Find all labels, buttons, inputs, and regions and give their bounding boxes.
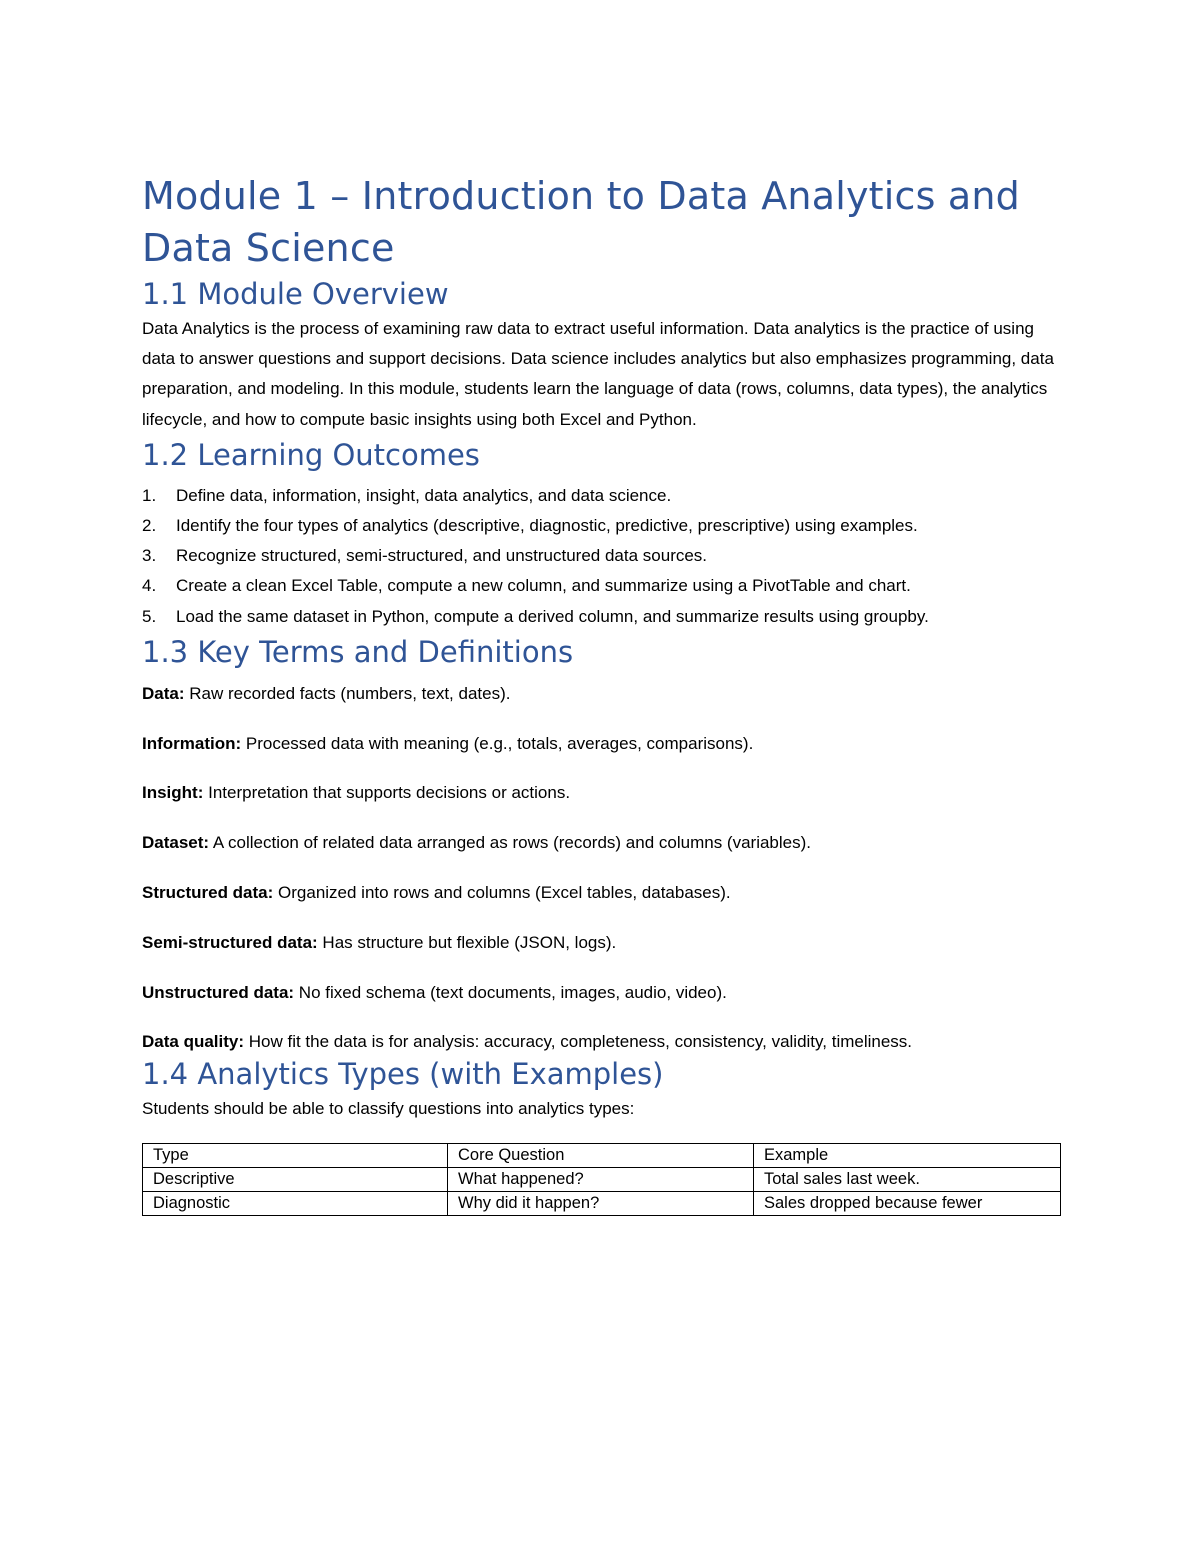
term-text: No fixed schema (text documents, images, audio, video). bbox=[294, 982, 727, 1002]
list-item-number: 4. bbox=[142, 576, 157, 596]
document-title bbox=[142, 170, 1060, 274]
list-item bbox=[142, 481, 1060, 511]
term-definition bbox=[142, 1030, 1060, 1054]
table-cell: Why did it happen? bbox=[448, 1191, 754, 1215]
list-item-text: Recognize structured, semi-structured, and unstructured data sources. bbox=[176, 546, 708, 566]
table-cell: What happened? bbox=[448, 1167, 754, 1191]
outcomes-list bbox=[142, 481, 1060, 632]
document-title-line1: Module 1 – Introduction to Data Analytics and bbox=[142, 174, 1020, 218]
term-definition bbox=[142, 881, 1060, 905]
list-item bbox=[142, 602, 1060, 632]
table-header-row bbox=[143, 1143, 1061, 1167]
table-row bbox=[143, 1191, 1061, 1215]
term-label: Dataset: bbox=[142, 833, 210, 853]
term-label: Semi-structured data: bbox=[142, 932, 318, 952]
section-heading-outcomes: 1.2 Learning Outcomes bbox=[142, 437, 480, 472]
list-item-number: 5. bbox=[142, 606, 157, 626]
list-item bbox=[142, 571, 1060, 601]
section-heading-analytics-types: 1.4 Analytics Types (with Examples) bbox=[142, 1057, 664, 1092]
list-item bbox=[142, 511, 1060, 541]
term-text: How fit the data is for analysis: accuracy, completeness, consistency, validity, timeliness. bbox=[244, 1032, 913, 1052]
term-text: Organized into rows and columns (Excel tables, databases). bbox=[273, 883, 731, 903]
overview-paragraph: Data Analytics is the process of examining raw data to extract useful information. Data analytics is the practice of using data to answer questions and support decisions. Data science includes analytics but also emphasizes programming, data preparation, and modeling. In this module, students learn the language of data (rows, columns, data types), the analytics lifecycle, and how to compute basic insights using both Excel and Python. bbox=[142, 319, 1054, 429]
document-title-line2: Data Science bbox=[142, 226, 395, 270]
table-cell: Total sales last week. bbox=[754, 1167, 1061, 1191]
section-heading-overview: 1.1 Module Overview bbox=[142, 277, 449, 311]
term-definition bbox=[142, 931, 1060, 955]
term-definition bbox=[142, 981, 1060, 1005]
term-text: Processed data with meaning (e.g., totals, averages, comparisons). bbox=[241, 733, 754, 753]
analytics-types-intro: Students should be able to classify questions into analytics types: bbox=[142, 1099, 635, 1119]
table-cell: Diagnostic bbox=[143, 1191, 448, 1215]
document-page bbox=[142, 170, 1060, 1216]
list-item-text: Identify the four types of analytics (descriptive, diagnostic, predictive, prescriptive) using examples. bbox=[176, 516, 918, 536]
term-definition bbox=[142, 781, 1060, 805]
list-item-number: 2. bbox=[142, 516, 157, 536]
term-label: Structured data: bbox=[142, 883, 274, 903]
table-header-cell: Type bbox=[143, 1143, 448, 1167]
analytics-types-table bbox=[142, 1143, 1061, 1216]
list-item-text: Load the same dataset in Python, compute a derived column, and summarize results using groupby. bbox=[176, 606, 929, 626]
table-header-cell: Example bbox=[754, 1143, 1061, 1167]
table-row bbox=[143, 1167, 1061, 1191]
table-cell: Sales dropped because fewer bbox=[754, 1191, 1061, 1215]
list-item-text: Create a clean Excel Table, compute a new column, and summarize using a PivotTable and chart. bbox=[176, 576, 911, 596]
term-label: Data quality: bbox=[142, 1032, 245, 1052]
term-definition bbox=[142, 682, 1060, 706]
term-label: Unstructured data: bbox=[142, 982, 295, 1002]
list-item-text: Define data, information, insight, data analytics, and data science. bbox=[176, 485, 672, 505]
term-text: Has structure but flexible (JSON, logs). bbox=[317, 932, 617, 952]
term-text: A collection of related data arranged as rows (records) and columns (variables). bbox=[209, 833, 811, 853]
term-definition bbox=[142, 831, 1060, 855]
term-text: Interpretation that supports decisions or actions. bbox=[203, 783, 571, 803]
term-label: Data: bbox=[142, 683, 185, 703]
table-header-cell: Core Question bbox=[448, 1143, 754, 1167]
list-item-number: 3. bbox=[142, 546, 157, 566]
table-cell: Descriptive bbox=[143, 1167, 448, 1191]
term-label: Insight: bbox=[142, 783, 204, 803]
term-label: Information: bbox=[142, 733, 242, 753]
section-heading-terms: 1.3 Key Terms and Definitions bbox=[142, 634, 574, 669]
list-item-number: 1. bbox=[142, 485, 157, 505]
term-definition bbox=[142, 732, 1060, 756]
term-text: Raw recorded facts (numbers, text, dates). bbox=[184, 683, 511, 703]
list-item bbox=[142, 541, 1060, 571]
